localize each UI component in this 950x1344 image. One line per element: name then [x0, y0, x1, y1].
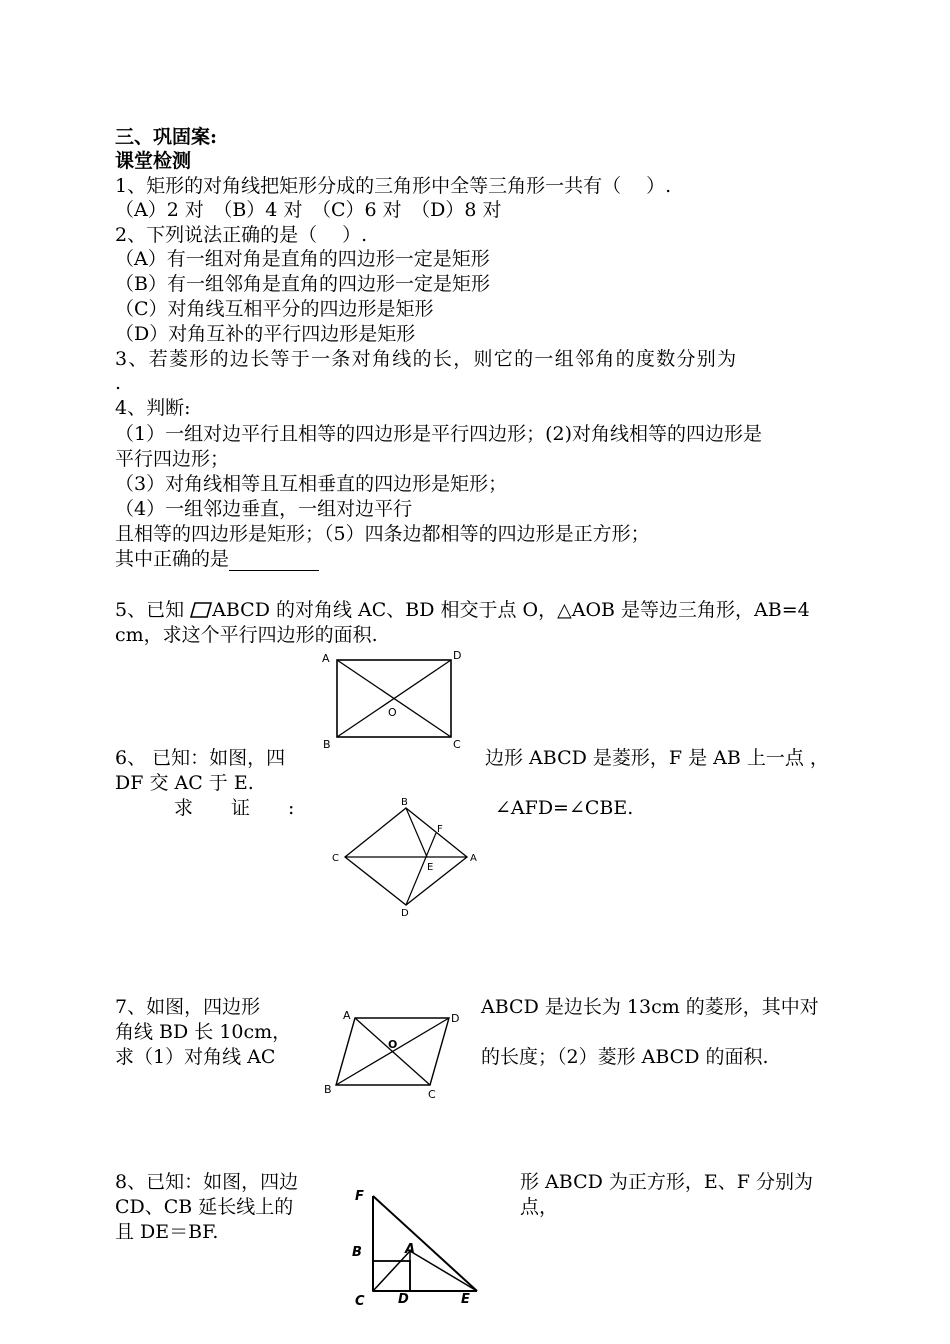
q4-line-1: （1）一组对边平行且相等的四边形是平行四边形；(2)对角线相等的四边形是 [115, 423, 763, 445]
segment-be [406, 808, 427, 857]
q3-tail: . [115, 372, 122, 394]
line-ae [410, 1251, 477, 1291]
square-figure [345, 1183, 485, 1313]
q3-stem: 3、若菱形的边长等于一条对角线的长，则它的一组邻角的度数分别为 [115, 348, 738, 370]
q5-prefix: 5、已知 [115, 599, 191, 621]
label-f: F [355, 1189, 364, 1204]
q4-stem: 4、判断: [115, 397, 191, 419]
line-ca [373, 1251, 410, 1291]
diagonal-bd [336, 1018, 449, 1085]
q6-right: 边形 ABCD 是菱形，F 是 AB 上一点 ， [485, 747, 829, 769]
label-f: F [437, 824, 443, 835]
q5-text: ABCD 的对角线 AC、BD 相交于点 O，△AOB 是等边三角形，AB=4 [212, 599, 810, 621]
q4-line-5: 且相等的四边形是矩形；（5）四条边都相等的四边形是正方形； [115, 523, 650, 545]
q6-prove-text: ∠AFD=∠CBE. [495, 797, 634, 819]
section-heading: 三、巩固案: [115, 126, 218, 148]
q2-option-d: （D）对角互补的平行四边形是矩形 [115, 323, 416, 345]
q2-option-b: （B）有一组邻角是直角的四边形一定是矩形 [115, 273, 490, 295]
q2-stem: 2、下列说法正确的是（ ）. [115, 224, 368, 246]
label-b: B [323, 738, 331, 751]
rhombus-figure [325, 795, 485, 920]
q8-right-2: 点， [520, 1196, 559, 1218]
label-d: D [451, 1012, 460, 1025]
label-o: O [388, 1038, 398, 1051]
q8-left-2: CD、CB 延长线上的 [115, 1196, 294, 1218]
q7-left-3: 求（1）对角线 AC [115, 1046, 276, 1068]
label-d: D [398, 1292, 409, 1307]
parallelogram-symbol-icon [190, 602, 212, 618]
q1-stem: 1、矩形的对角线把矩形分成的三角形中全等三角形一共有（ ）. [115, 175, 672, 197]
label-c: C [453, 738, 461, 751]
q4-answer-line [115, 547, 319, 571]
rectangle-figure [318, 648, 468, 752]
rhombus-parallelogram-figure [318, 1002, 468, 1102]
label-b: B [352, 1245, 362, 1260]
q8-right-1: 形 ABCD 为正方形，E、F 分别为 [520, 1171, 813, 1193]
label-a: A [405, 1242, 416, 1257]
q8-left-3: 且 DE＝BF. [115, 1221, 219, 1243]
q5-line-1 [115, 598, 810, 622]
label-d: D [401, 908, 409, 919]
q4-line-2: 平行四边形； [115, 448, 230, 470]
q4-line-4: （4）一组邻边垂直，一组对边平行 [115, 498, 413, 520]
q4-answer-label: 其中正确的是 [115, 548, 230, 570]
q2-option-a: （A）有一组对角是直角的四边形一定是矩形 [115, 248, 490, 270]
q1-options: （A）2 对 （B）4 对 （C）6 对 （D）8 对 [115, 199, 502, 221]
label-c: C [355, 1294, 365, 1309]
label-e: E [427, 862, 434, 873]
label-o: O [388, 706, 397, 719]
q7-left-1: 7、如图，四边形 [115, 996, 261, 1018]
label-a: A [322, 652, 330, 665]
section-subheading: 课堂检测 [115, 150, 192, 172]
q7-right-3: 的长度；（2）菱形 ABCD 的面积. [481, 1046, 769, 1068]
label-a: A [470, 853, 477, 864]
q6-line-2: DF 交 AC 于 E. [115, 772, 254, 794]
q4-answer-blank[interactable] [229, 552, 319, 571]
q7-left-2: 角线 BD 长 10cm， [115, 1021, 292, 1043]
label-b: B [401, 797, 408, 808]
q7-right-1: ABCD 是边长为 13cm 的菱形，其中对 [481, 996, 819, 1018]
label-c: C [332, 853, 339, 864]
label-d: D [453, 649, 462, 662]
label-c: C [428, 1088, 436, 1101]
q6-prove-label: 求 证 : [174, 797, 295, 819]
label-b: B [324, 1083, 332, 1096]
square-abcd [373, 1261, 410, 1291]
q8-left-1: 8、已知：如图，四边 [115, 1171, 299, 1193]
line-fe [373, 1196, 477, 1291]
q5-line-2: cm，求这个平行四边形的面积. [115, 624, 378, 646]
label-a: A [343, 1009, 351, 1022]
q6-left: 6、 已知：如图，四 [115, 747, 286, 769]
q2-option-c: （C）对角线互相平分的四边形是矩形 [115, 298, 434, 320]
q4-line-3: （3）对角线相等且互相垂直的四边形是矩形； [115, 473, 508, 495]
label-e: E [461, 1292, 470, 1307]
